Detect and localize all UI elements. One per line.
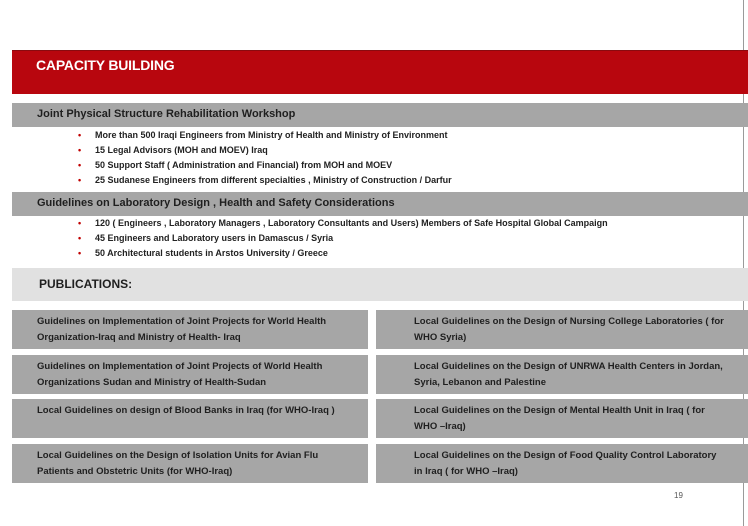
list-item (78, 143, 452, 158)
publication-card (376, 444, 748, 483)
publication-title (414, 359, 745, 390)
publications-heading: PUBLICATIONS: (39, 277, 133, 291)
list-item (78, 128, 452, 143)
publication-line: WHO –Iraq) (414, 420, 466, 432)
bullet-icon: • (78, 233, 82, 243)
publication-line: Local Guidelines on design of Blood Banks in Iraq (for WHO-Iraq ) (37, 405, 335, 416)
list-item (78, 246, 608, 261)
list-item-text: 15 Legal Advisors (MOH and MOEV) Iraq (95, 145, 268, 155)
publication-line: Local Guidelines on the Design of Food Quality Control Laboratory (414, 450, 717, 461)
publication-card (376, 355, 748, 394)
publication-line: Organization-Iraq and Ministry of Health- Iraq (37, 331, 241, 343)
publication-title (37, 314, 363, 345)
guidelines-bullet-list (78, 216, 608, 261)
bullet-icon: • (78, 160, 82, 170)
publication-line: Patients and Obstetric Units (for WHO-Iraq) (37, 465, 233, 477)
section-heading: Guidelines on Laboratory Design , Health and Safety Considerations (37, 197, 395, 209)
publication-line: Guidelines on Implementation of Joint Projects for World Health (37, 316, 327, 327)
publication-title (37, 403, 363, 419)
publication-card (376, 310, 748, 349)
publication-line: in Iraq ( for WHO –Iraq) (414, 465, 518, 477)
bullet-icon: • (78, 175, 82, 185)
list-item (78, 231, 608, 246)
publication-card (376, 399, 748, 438)
publication-line: Local Guidelines on the Design of Nursing College Laboratories ( for (414, 316, 724, 327)
page-number: 19 (674, 491, 683, 500)
list-item-text: 120 ( Engineers , Laboratory Managers , Laboratory Consultants and Users) Members of Safe Hospital Global Campaign (95, 218, 608, 228)
publication-line: Local Guidelines on the Design of Isolation Units for Avian Flu (37, 450, 319, 461)
publication-line: Local Guidelines on the Design of UNRWA Health Centers in Jordan, (414, 361, 723, 372)
list-item (78, 158, 452, 173)
publication-title (414, 448, 745, 479)
bullet-icon: • (78, 145, 82, 155)
list-item-text: 25 Sudanese Engineers from different specialties , Ministry of Construction / Darfur (95, 175, 452, 185)
publication-title (414, 314, 745, 345)
list-item-text: 45 Engineers and Laboratory users in Damascus / Syria (95, 233, 334, 243)
publication-line: Local Guidelines on the Design of Mental Health Unit in Iraq ( for (414, 405, 705, 416)
bullet-icon: • (78, 218, 82, 228)
list-item (78, 216, 608, 231)
section-bar-workshop (12, 103, 748, 127)
bullet-icon: • (78, 248, 82, 258)
list-item-text: More than 500 Iraqi Engineers from Ministry of Health and Ministry of Environment (95, 130, 448, 140)
publication-line: Syria, Lebanon and Palestine (414, 376, 546, 388)
list-item (78, 173, 452, 188)
publication-title (414, 403, 745, 434)
publication-card (12, 355, 368, 394)
title-bar (12, 50, 748, 94)
publication-title (37, 448, 363, 479)
list-item-text: 50 Architectural students in Arstos University / Greece (95, 248, 328, 258)
publication-line: Organizations Sudan and Ministry of Health-Sudan (37, 376, 267, 388)
publication-title (37, 359, 363, 390)
publication-card (12, 399, 368, 438)
workshop-bullet-list (78, 128, 452, 188)
publication-card (12, 444, 368, 483)
list-item-text: 50 Support Staff ( Administration and Financial) from MOH and MOEV (95, 160, 393, 170)
section-bar-guidelines (12, 192, 748, 216)
page-title: CAPACITY BUILDING (36, 57, 175, 73)
publication-line: WHO Syria) (414, 331, 467, 343)
section-heading: Joint Physical Structure Rehabilitation Workshop (37, 108, 296, 120)
publications-bar (12, 268, 748, 301)
publication-card (12, 310, 368, 349)
bullet-icon: • (78, 130, 82, 140)
publication-line: Guidelines on Implementation of Joint Projects of World Health (37, 361, 323, 372)
